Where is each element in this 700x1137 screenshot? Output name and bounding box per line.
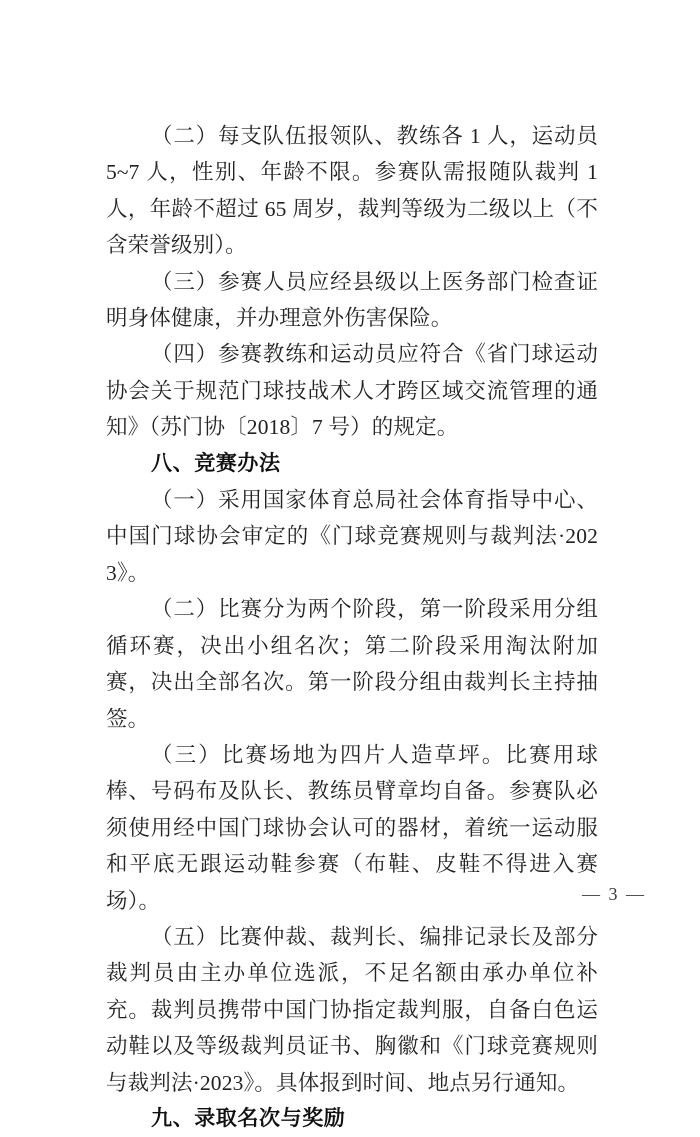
paragraph-item-2: （二）每支队伍报领队、教练各 1 人，运动员 5~7 人，性别、年龄不限。参赛队需报随队裁判 1 人，年龄不超过 65 周岁，裁判等级为二级以上（不含荣誉级别）。 [106,124,598,258]
paragraph-item-3: （三）参赛人员应经县级以上医务部门检查证明身体健康，并办理意外伤害保险。 [106,269,598,331]
heading-section-8: 八、竞赛办法 [151,451,281,475]
paragraph-section8-item-2: （二）比赛分为两个阶段，第一阶段采用分组循环赛，决出小组名次；第二阶段采用淘汰附加赛，决出全部名次。第一阶段分组由裁判长主持抽签。 [106,597,598,731]
document-body [106,118,598,1137]
page-footer [0,884,700,905]
heading-section-9: 九、录取名次与奖励 [151,1106,346,1130]
paragraph-section8-item-1: （一）采用国家体育总局社会体育指导中心、中国门球协会审定的《门球竞赛规则与裁判法·2023》。 [106,488,598,585]
paragraph-section8-item-3: （三）比赛场地为四片人造草坪。比赛用球棒、号码布及队长、教练员臂章均自备。参赛队必须使用经中国门球协会认可的器材，着统一运动服和平底无跟运动鞋参赛（布鞋、皮鞋不得进入赛场）。 [106,742,598,913]
paragraph-item-4: （四）参赛教练和运动员应符合《省门球运动协会关于规范门球技战术人才跨区域交流管理的通知》（苏门协〔2018〕7 号）的规定。 [106,342,598,440]
page-number: — 3 — [582,884,646,904]
paragraph-section8-item-5: （五）比赛仲裁、裁判长、编排记录长及部分裁判员由主办单位选派，不足名额由承办单位补充。裁判员携带中国门协指定裁判服，自备白色运动鞋以及等级裁判员证书、胸徽和《门球竞赛规则与裁判法·2023》。具体报到时间、地点另行通知。 [106,924,598,1095]
